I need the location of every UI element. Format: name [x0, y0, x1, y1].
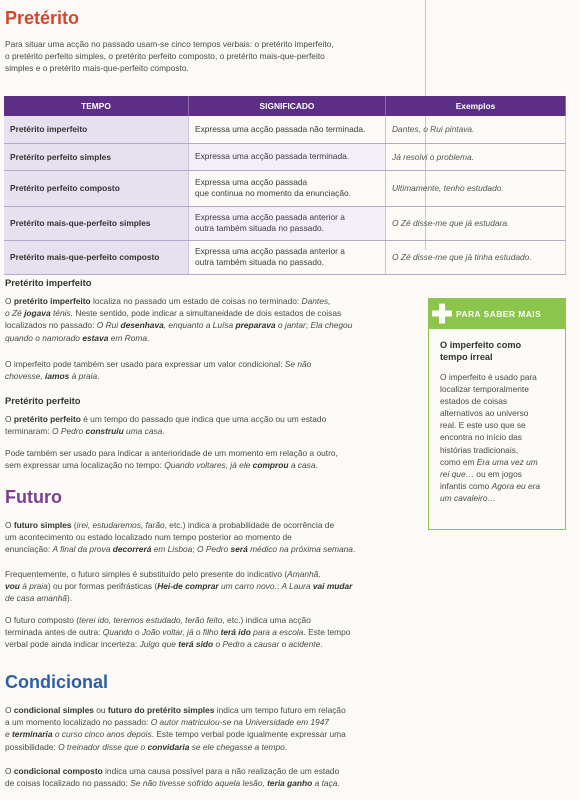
intro-paragraph: [5, 38, 334, 75]
section-title-futuro: Futuro: [5, 487, 62, 507]
table-cell-exemplo: O Zé disse-me que já tinha estudado.: [386, 240, 566, 274]
plus-icon: ✚: [431, 298, 453, 329]
significado-line: Expressa uma acção passada não terminada.: [195, 123, 366, 134]
para-saber-mais-box: [428, 298, 566, 532]
table-cell-exemplo: Ultimamente, tenho estudado.: [386, 170, 566, 206]
significado-line: Expressa uma acção passada: [195, 177, 308, 187]
table-row: [4, 170, 566, 206]
table-cell-significado: [189, 240, 386, 274]
table-cell-significado: [189, 206, 386, 240]
tenses-table: [4, 96, 566, 275]
table-cell-exemplo: Dantes, o Rui pintava.: [386, 116, 566, 143]
table-row: [4, 240, 566, 274]
paragraph: Frequentemente, o futuro simples é substituído pelo presente do indicativo (Amanhã, vou à praia) ou por formas perifrásticas (Hei-de comprar um carro novo.; A Laura vai mudar de casa amanhã).: [5, 569, 353, 604]
significado-line: que continua no momento da enunciação.: [195, 188, 351, 198]
table-cell-exemplo: O Zé disse-me que já estudara.: [386, 206, 566, 240]
subheading-imperfeito: Pretérito imperfeito: [5, 277, 92, 288]
intro-line: o pretérito perfeito simples, o pretérito perfeito composto, o pretérito mais-que-perfeito: [5, 51, 325, 62]
table-cell-tempo: Pretérito perfeito composto: [4, 170, 189, 206]
subheading-perfeito: Pretérito perfeito: [5, 395, 81, 406]
significado-line: Expressa uma acção passada anterior a: [195, 212, 345, 222]
significado-line: outra também situada no passado.: [195, 257, 324, 267]
table-cell-tempo: Pretérito mais-que-perfeito simples: [4, 206, 189, 240]
table-header-tempo: TEMPO: [4, 96, 189, 116]
table-cell-significado: [189, 143, 386, 170]
table-row: [4, 206, 566, 240]
section-title-preterito: Pretérito: [5, 8, 80, 28]
significado-line: Expressa uma acção passada anterior a: [195, 246, 345, 256]
table-row: [4, 143, 566, 170]
box-header: [428, 298, 566, 329]
table-cell-tempo: Pretérito imperfeito: [4, 116, 189, 143]
box-label: PARA SABER MAIS: [456, 308, 542, 319]
table-header-significado: SIGNIFICADO: [189, 96, 386, 116]
paragraph: O imperfeito pode também ser usado para expressar um valor condicional: Se não chovesse, íamos à praia.: [5, 359, 312, 382]
paragraph: O condicional composto indica uma causa possível para a não realização de um estado de coisas localizado no passado: Se não tivesse sofrido aquela lesão, teria ganho a taça.: [5, 766, 340, 789]
paragraph: O condicional simples ou futuro do pretérito simples indica um tempo futuro em relação a um momento localizado no passado: O autor matriculou-se na Universidade em 1947 e terminaria o curso cinco anos depois. Este tempo verbal pode igualmente expressar uma possibilidade: O treinador disse que o convidaria se ele chegasse a tempo.: [5, 705, 346, 752]
section-title-condicional: Condicional: [5, 672, 108, 692]
significado-line: Expressa uma acção passada terminada.: [195, 151, 350, 161]
paragraph: O pretérito perfeito é um tempo do passado que indica que uma acção ou um estado terminaram: O Pedro construiu uma casa.: [5, 414, 327, 437]
table-header-exemplos: Exemplos: [386, 96, 566, 116]
paragraph: Pode também ser usado para indicar a anterioridade de um momento em relação a outro, sem expressar uma localização no tempo: Quando voltares, já ele comprou a casa.: [5, 448, 338, 471]
intro-line: simples e o pretérito mais-que-perfeito composto.: [5, 63, 189, 74]
table-cell-tempo: Pretérito perfeito simples: [4, 143, 189, 170]
paragraph: O futuro composto (terei ido, teremos estudado, terão feito, etc.) indica uma acção terminada antes de outra: Quando o João voltar, já o filho terá ido para a escola. Este tempo verbal pode ainda indicar incerteza: Julgo que terá sido o Pedro a causar o acidente.: [5, 615, 351, 650]
table-cell-exemplo: Já resolvi o problema.: [386, 143, 566, 170]
box-text: O imperfeito é usado para localizar temporalmente estados de coisas alternativos ao universo real. E este uso que se encontra no início das histórias tradicionais, como em Era uma vez um rei que… ou em jogos infantis como Agora eu era um cavaleiro…: [440, 372, 541, 503]
box-body: [428, 329, 566, 530]
significado-line: outra também situada no passado.: [195, 223, 324, 233]
intro-line: Para situar uma acção no passado usam-se cinco tempos verbais: o pretérito imperfeito,: [5, 39, 334, 49]
table-row: [4, 116, 566, 143]
paragraph: O pretérito imperfeito localiza no passado um estado de coisas no terminado: Dantes, o Zé jogava ténis. Neste sentido, pode indicar a simultaneidade de dois estados de coisas localizados no passado: O Rui desenhava, enquanto a Luísa preparava o jantar; Ela chegou quando o namorado estava em Roma.: [5, 296, 353, 343]
table-cell-tempo: Pretérito mais-que-perfeito composto: [4, 240, 189, 274]
table-cell-significado: [189, 116, 386, 143]
box-title: O imperfeito como tempo irreal: [440, 340, 522, 362]
table-cell-significado: [189, 170, 386, 206]
paragraph: O futuro simples (irei, estudaremos, farão, etc.) indica a probabilidade de ocorrência de um acontecimento ou estado localizado num tempo posterior ao momento de enunciação: A final da prova decorrerá em Lisboa; O Pedro será médico na próxima semana.: [5, 520, 356, 555]
